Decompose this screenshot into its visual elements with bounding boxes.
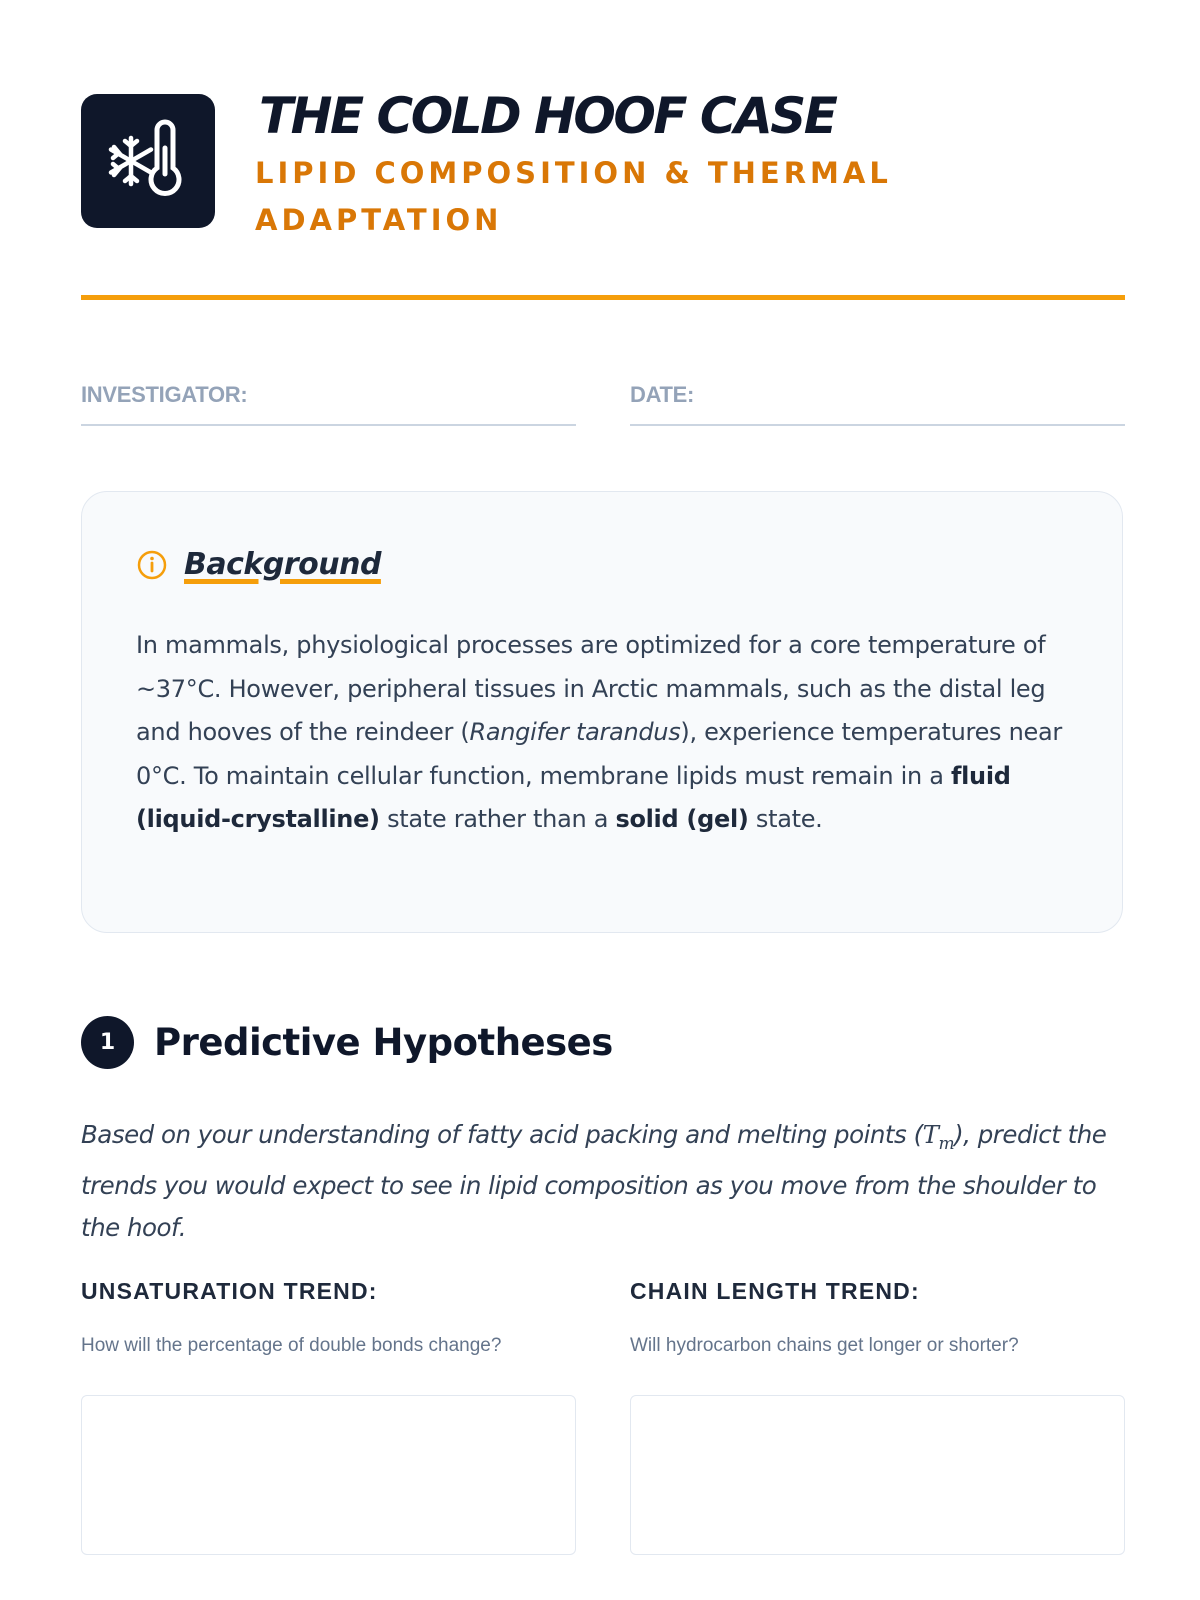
- info-icon: [136, 549, 168, 581]
- chain-length-label: CHAIN LENGTH TREND:: [630, 1278, 920, 1304]
- melting-point-symbol: $T_m$: [922, 1120, 955, 1154]
- snowflake-thermometer-icon: [81, 94, 215, 228]
- date-field[interactable]: [630, 382, 1125, 426]
- unsaturation-answer-box[interactable]: [81, 1395, 576, 1555]
- unsaturation-hint: How will the percentage of double bonds change?: [81, 1335, 502, 1356]
- worksheet-subtitle: LIPID COMPOSITION & THERMAL ADAPTATION: [255, 156, 892, 237]
- worksheet-title: THE COLD HOOF CASE: [259, 87, 836, 145]
- unsaturation-trend: [81, 1278, 576, 1356]
- section-1-heading: [81, 1016, 613, 1069]
- solid-state-term: solid (gel): [615, 805, 749, 833]
- background-heading: [136, 547, 381, 582]
- section-title: Predictive Hypotheses: [154, 1021, 613, 1064]
- section-intro: Based on your understanding of fatty acid packing and melting points $(T_m)$, predict the trends you would expect to see in lipid composition as you move from the shoulder to the hoof.: [81, 1120, 1107, 1242]
- chain-length-trend: [630, 1278, 1125, 1356]
- section-number-badge: 1: [81, 1016, 134, 1069]
- species-name: Rangifer tarandus: [469, 718, 681, 746]
- unsaturation-label: UNSATURATION TREND:: [81, 1278, 378, 1304]
- chain-length-answer-box[interactable]: [630, 1395, 1125, 1555]
- investigator-field[interactable]: [81, 382, 576, 426]
- investigator-label: INVESTIGATOR:: [81, 382, 248, 407]
- background-title: Background: [184, 547, 381, 582]
- background-card: [81, 491, 1123, 933]
- chain-length-hint: Will hydrocarbon chains get longer or shorter?: [630, 1335, 1019, 1356]
- fluid-state-term: fluid (liquid-crystalline): [136, 761, 1011, 833]
- header-divider: [81, 295, 1125, 300]
- background-paragraph: In mammals, physiological processes are optimized for a core temperature of ~37°C. However, peripheral tissues in Arctic mammals, such as the distal leg and hooves of the reindeer (Rangifer tarandus), experience temperatures near 0°C. To maintain cellular function, membrane lipids must remain in a fluid (liquid-crystalline) state rather than a solid (gel) state.: [136, 631, 1062, 833]
- worksheet-header: [81, 87, 1125, 240]
- date-label: DATE:: [630, 382, 695, 407]
